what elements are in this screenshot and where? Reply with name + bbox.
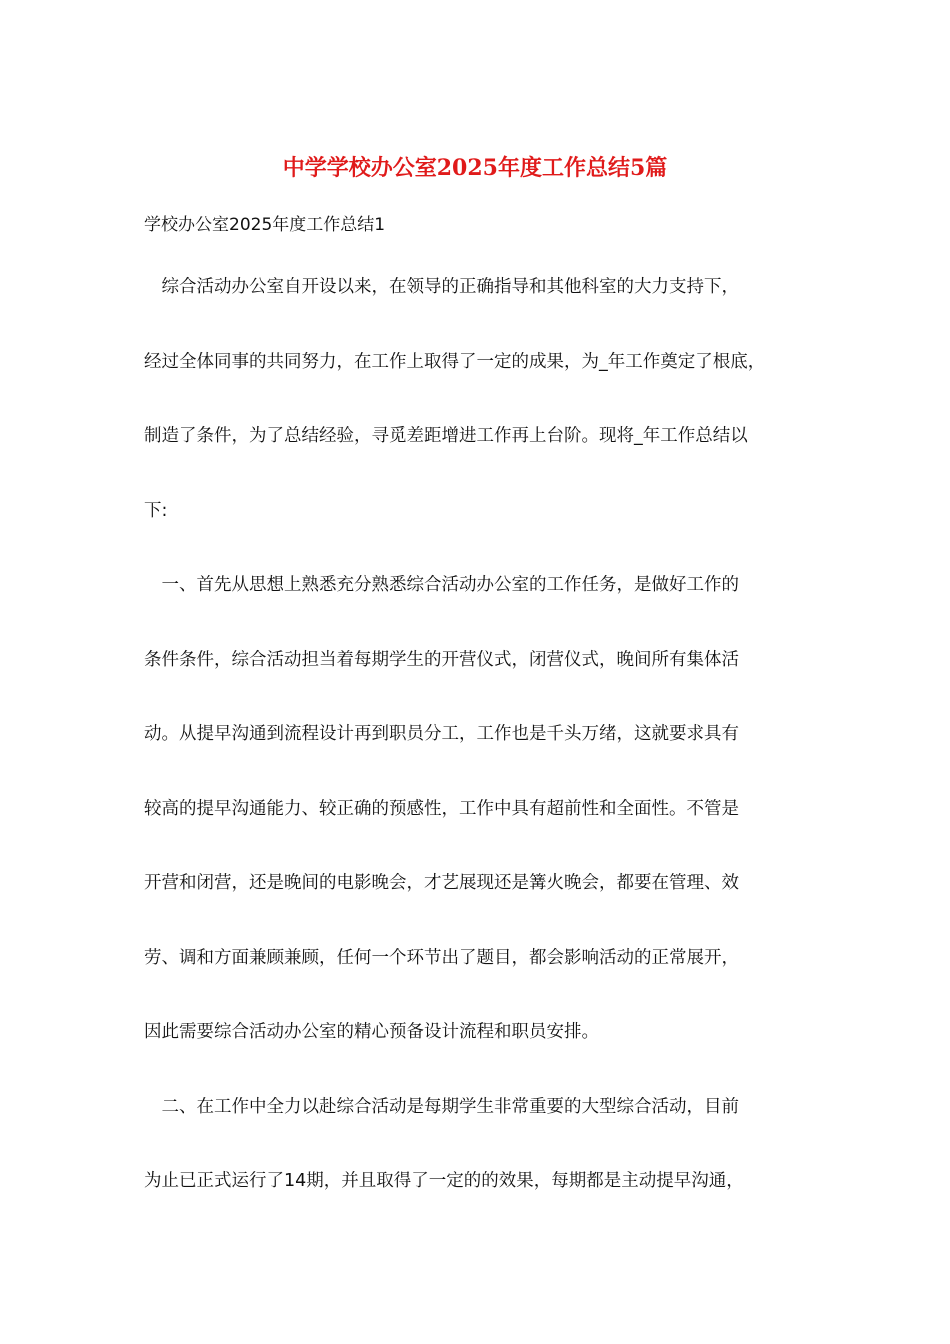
document-title: 中学学校办公室2025年度工作总结5篇	[282, 155, 668, 181]
body-line: 综合活动办公室自开设以来，在领导的正确指导和其他科室的大力支持下，	[144, 277, 739, 297]
body-line: 因此需要综合活动办公室的精心预备设计流程和职员安排。	[144, 1022, 599, 1042]
body-line: 为止已正式运行了14期，并且取得了一定的的效果，每期都是主动提早沟通，	[144, 1171, 744, 1191]
body-line: 二、在工作中全力以赴综合活动是每期学生非常重要的大型综合活动，目前	[144, 1096, 739, 1117]
body-line: 下:	[144, 500, 168, 521]
body-line: 较高的提早沟通能力、较正确的预感性，工作中具有超前性和全面性。不管是	[144, 798, 739, 819]
body-line: 一、首先从思想上熟悉充分熟悉综合活动办公室的工作任务，是做好工作的	[144, 575, 739, 595]
body-line: 制造了条件，为了总结经验，寻觅差距增进工作再上台阶。现将_年工作总结以	[144, 426, 748, 446]
body-line: 劳、调和方面兼顾兼顾，任何一个环节出了题目，都会影响活动的正常展开，	[144, 947, 739, 968]
body-text	[144, 270, 824, 1239]
body-line: 经过全体同事的共同努力，在工作上取得了一定的成果，为_年工作奠定了根底，	[144, 351, 766, 372]
body-line: 动。从提早沟通到流程设计再到职员分工，工作也是千头万绪，这就要求具有	[144, 724, 739, 744]
body-line: 开营和闭营，还是晚间的电影晚会，才艺展现还是篝火晚会，都要在管理、效	[144, 873, 739, 893]
body-line: 条件条件，综合活动担当着每期学生的开营仪式，闭营仪式，晚间所有集体活	[144, 649, 739, 670]
section-heading: 学校办公室2025年度工作总结1	[144, 215, 386, 235]
